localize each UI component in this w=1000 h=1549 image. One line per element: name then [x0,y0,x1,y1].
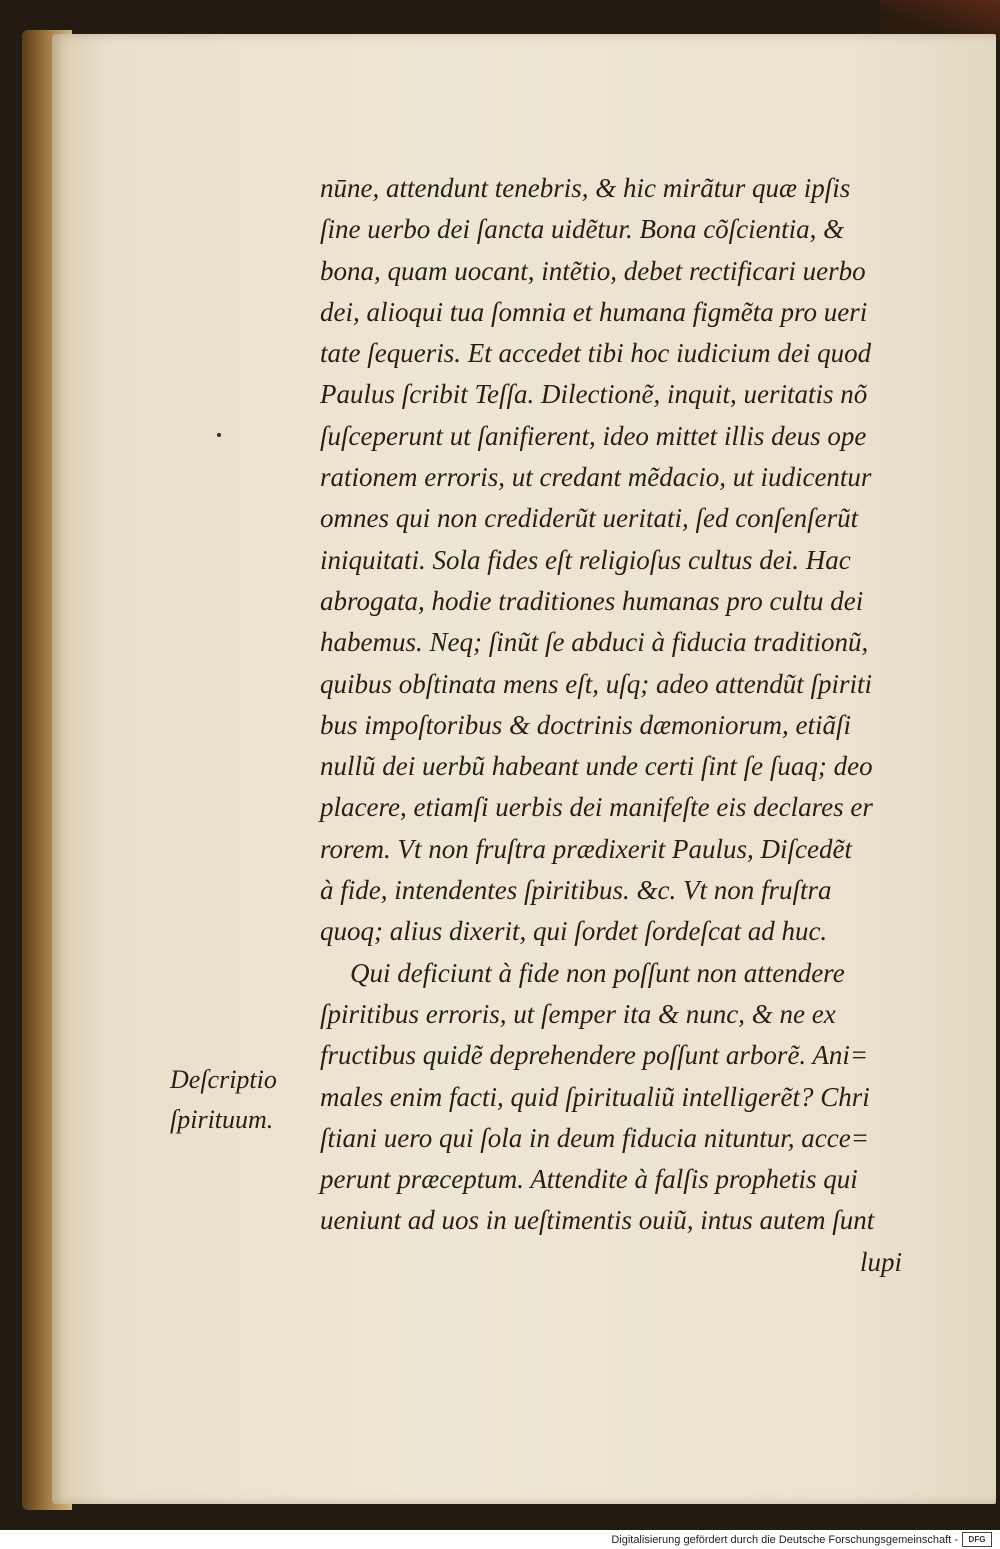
marginal-note-line: Deſcriptio [170,1065,277,1094]
text-line: ſpiritibus erroris, ut ſemper ita & nunc, & ne ex [320,998,836,1029]
text-line: rationem erroris, ut credant mẽdacio, ut iudicentur [320,462,872,493]
dfg-logo: DFG [962,1532,992,1547]
catchword: lupi [859,1246,902,1277]
text-line: nūne, attendunt tenebris, & hic mirãtur quæ ipſis [320,173,851,203]
text-line: tate ſequeris. Et accedet tibi hoc iudicium dei quod [320,338,872,369]
text-line: abrogata, hodie traditiones humanas pro cultu dei [320,585,864,616]
text-line: ſuſceperunt ut ſanifierent, ideo mittet illis deus ope [320,420,867,451]
footer-credit: Digitalisierung gefördert durch die Deutsche Forschungsgemeinschaft - [611,1533,958,1546]
text-line: nullũ dei uerbũ habeant unde certi ſint ſe ſuaq; deo [320,751,873,782]
text-line: rorem. Vt non fruſtra prædixerit Paulus, Diſcedẽt [320,833,852,864]
text-line: males enim facti, quid ſpiritualiũ intelligerẽt? Chri [320,1081,870,1112]
text-line: placere, etiamſi uerbis dei manifeſte eis declares er [320,792,873,823]
text-line: habemus. Neq; ſinũt ſe abduci à fiducia traditionũ, [320,627,869,658]
text-line: quibus obſtinata mens eſt, uſq; adeo attendũt ſpiriti [320,668,872,699]
text-line: quoq; alius dixerit, qui ſordet ſordeſcat ad huc. [320,916,828,947]
text-line: ſine uerbo dei ſancta uidẽtur. Bona cõſcientia, & [320,214,845,245]
text-line: Paulus ſcribit Teſſa. Dilectionẽ, inquit, ueritatis nõ [320,379,868,410]
main-text [320,168,940,1283]
text-line: bona, quam uocant, intẽtio, debet rectificari uerbo [320,255,866,286]
marginal-note [170,1060,277,1140]
text-line: fructibus quidẽ deprehendere poſſunt arborẽ. Ani= [320,1040,869,1071]
text-line: iniquitati. Sola fides eſt religioſus cultus dei. Hac [320,544,851,575]
ink-speck [217,433,221,437]
footer-bar [0,1530,1000,1549]
paragraph-start-line: Qui deficiunt à fide non poſſunt non attendere [350,957,845,988]
text-line: bus impoſtoribus & doctrinis dæmoniorum, etiãſi [320,709,852,740]
text-line: dei, alioqui tua ſomnia et humana figmẽta pro ueri [320,296,868,327]
text-line: à fide, intendentes ſpiritibus. &c. Vt non fruſtra [320,875,832,906]
text-line: ueniunt ad uos in ueſtimentis ouiũ, intus autem ſunt [320,1205,875,1236]
text-line: perunt præceptum. Attendite à falſis prophetis qui [320,1164,858,1195]
text-line: ſtiani uero qui ſola in deum fiducia nituntur, acce= [320,1122,869,1153]
text-line: omnes qui non crediderũt ueritati, ſed conſenſerũt [320,503,859,534]
marginal-note-line: ſpirituum. [170,1105,274,1134]
